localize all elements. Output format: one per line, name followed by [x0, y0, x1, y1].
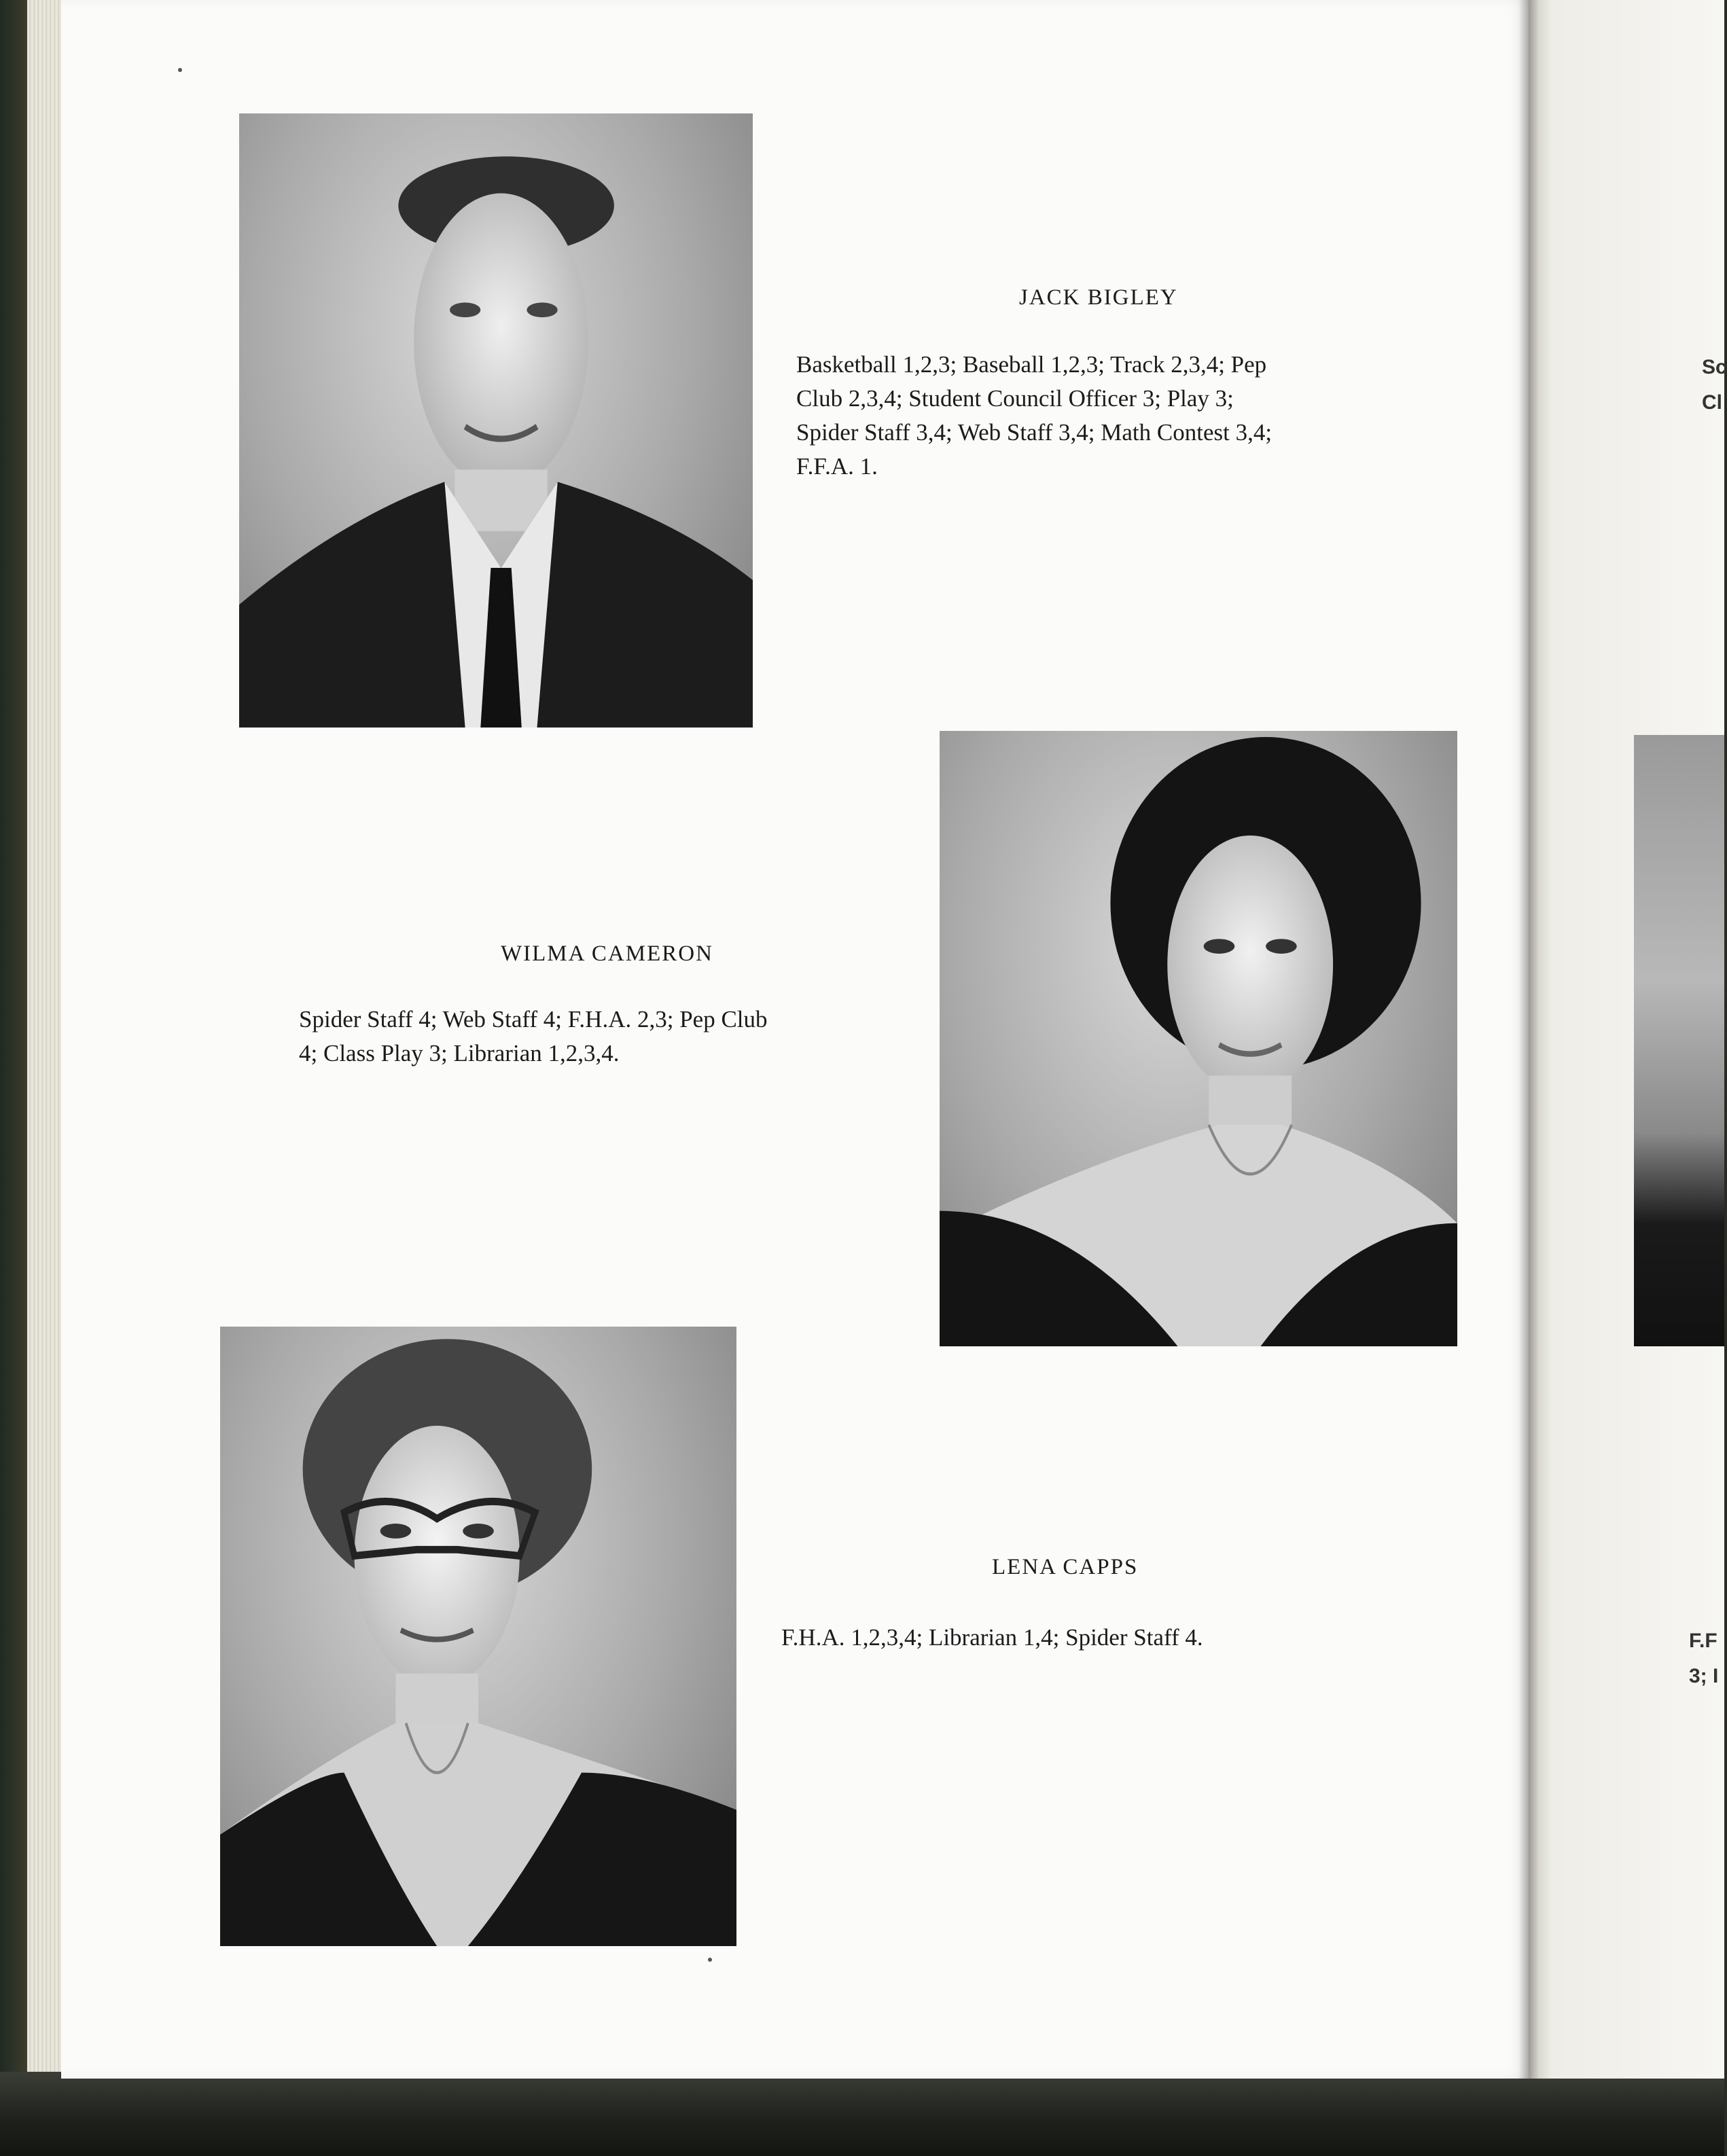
print-speck — [708, 1958, 712, 1962]
facing-page-photo — [1634, 735, 1724, 1346]
portrait-lena-capps — [220, 1327, 736, 1946]
senior-name: LENA CAPPS — [992, 1555, 1139, 1579]
senior-name: WILMA CAMERON — [501, 941, 713, 966]
senior-activities — [781, 1621, 1434, 1655]
facing-text-line: F.F — [1689, 1630, 1717, 1652]
activities-line: 4; Class Play 3; Librarian 1,2,3,4. — [299, 1040, 620, 1066]
activities-line: Spider Staff 3,4; Web Staff 3,4; Math Contest 3,4; — [796, 419, 1272, 446]
facing-page-text-top — [1702, 350, 1727, 420]
page-stack-edge — [27, 0, 65, 2085]
facing-page-text-bottom — [1689, 1623, 1724, 1694]
senior-activities — [796, 348, 1448, 484]
book-binding — [0, 2072, 1724, 2156]
facing-text-line: 3; I — [1689, 1665, 1719, 1687]
senior-name: JACK BIGLEY — [1019, 285, 1178, 310]
activities-line: Basketball 1,2,3; Baseball 1,2,3; Track 2,3,4; Pep — [796, 351, 1267, 378]
activities-line: Spider Staff 4; Web Staff 4; F.H.A. 2,3; Pep Club — [299, 1006, 768, 1032]
facing-text-line: Cl — [1702, 391, 1722, 414]
portrait-jack-bigley — [239, 113, 753, 727]
activities-line: F.F.A. 1. — [796, 453, 878, 480]
activities-line: F.H.A. 1,2,3,4; Librarian 1,4; Spider Staff 4. — [781, 1624, 1203, 1651]
portrait-wilma-cameron — [940, 731, 1457, 1346]
page-gutter-shadow — [1518, 0, 1539, 2079]
facing-text-line: Sc — [1702, 356, 1727, 378]
senior-activities — [299, 1003, 910, 1071]
activities-line: Club 2,3,4; Student Council Officer 3; Play 3; — [796, 385, 1234, 412]
print-speck — [178, 68, 182, 72]
